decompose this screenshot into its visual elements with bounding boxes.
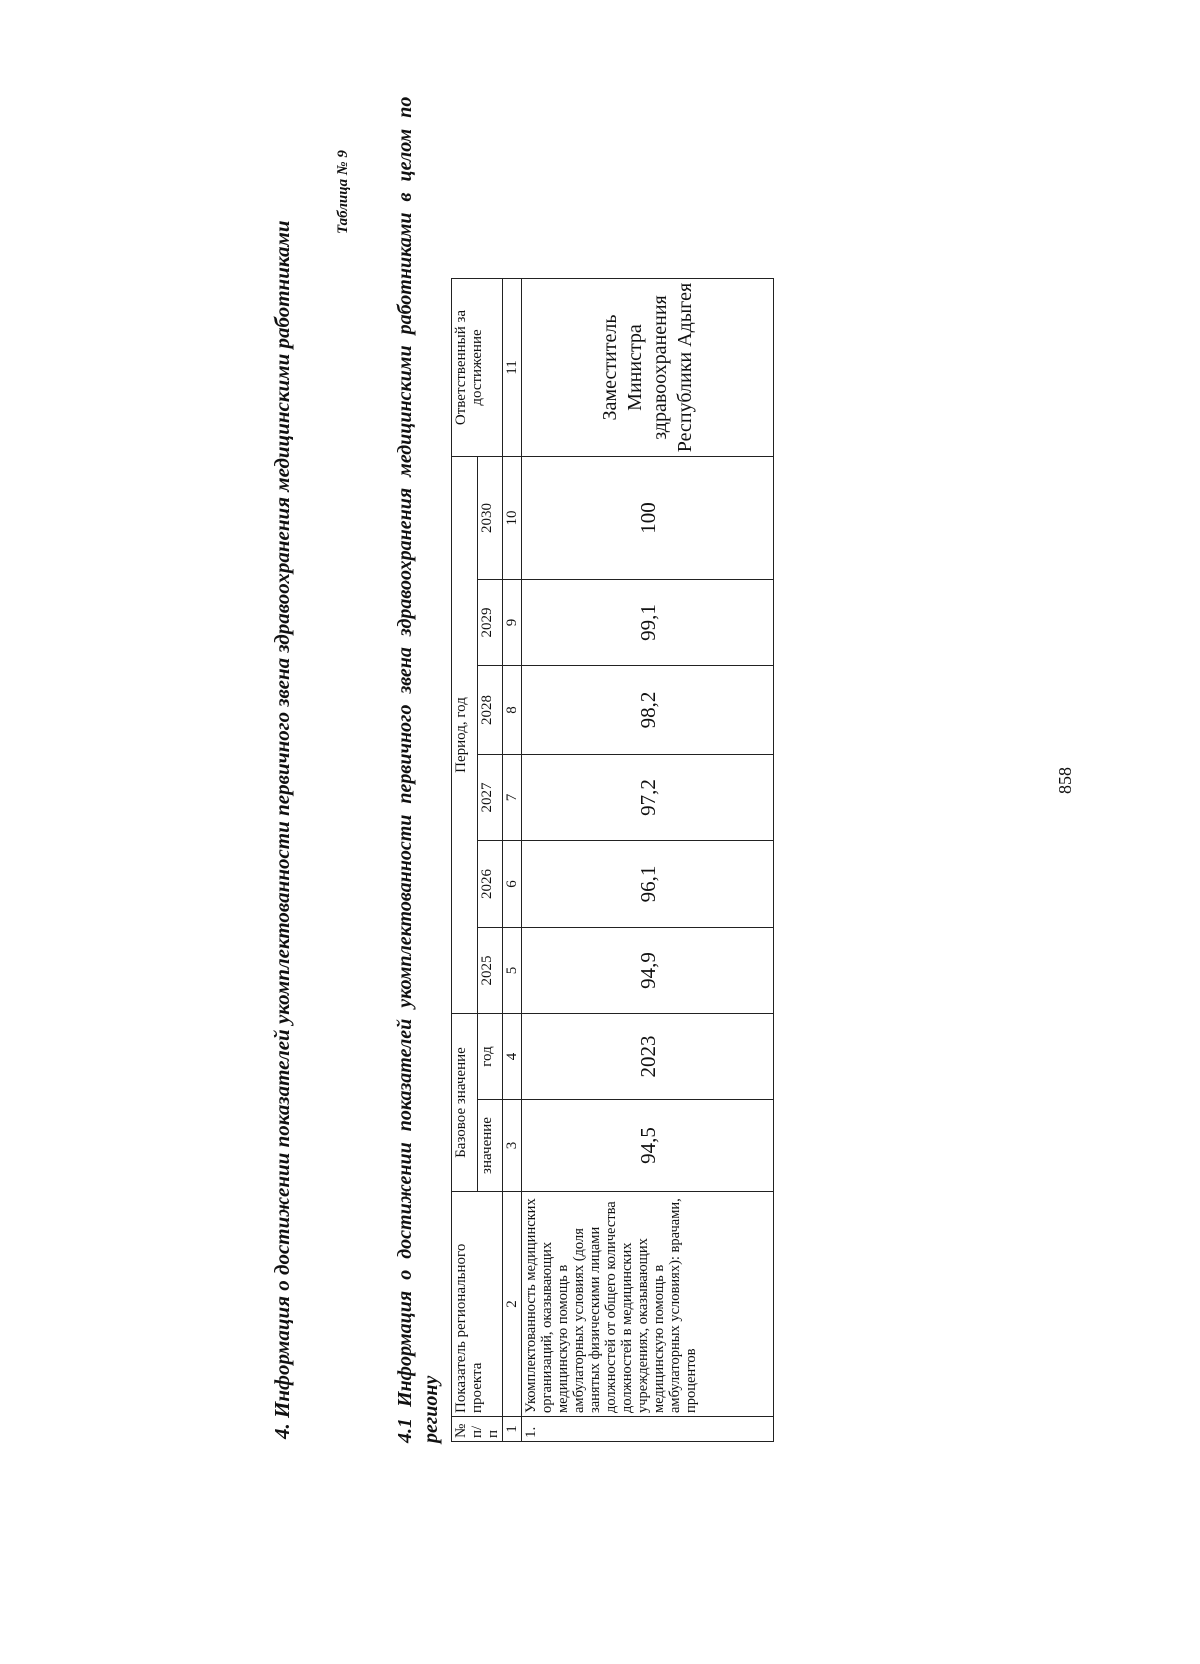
column-number: 8 — [503, 666, 522, 755]
section-heading: 4. Информация о достижении показателей укомплектованности первичного звена здравоохранения медицинскими работниками — [270, 220, 294, 1439]
column-number: 5 — [503, 928, 522, 1014]
column-number: 6 — [503, 841, 522, 928]
row-value-2030: 100 — [522, 457, 774, 580]
subsection-heading: 4.1 Информация о достижении показателей укомплектованности первичного звена здравоохранения медицинскими работниками в целом по региону — [394, 96, 442, 1443]
column-number: 10 — [503, 457, 522, 580]
column-number-row — [503, 279, 522, 1442]
row-value-2029: 99,1 — [522, 580, 774, 666]
column-number: 9 — [503, 580, 522, 666]
row-responsible: Заместитель Министра здравоохранения Республики Адыгея — [522, 279, 774, 457]
header-year: 2030 — [477, 457, 503, 580]
header-row-1 — [452, 279, 478, 1442]
column-number: 3 — [503, 1100, 522, 1192]
column-number: 1 — [503, 1417, 522, 1442]
indicators-table — [451, 278, 774, 1442]
header-period: Период, год — [452, 457, 478, 1014]
row-indicator: Укомплектованность медицинских организаций, оказывающих медицинскую помощь в амбулаторных условиях (доля занятых физическими лицами должностей от общего количества должностей в медицинских учреждениях, оказывающих медицинскую помощь в амбулаторных условиях): врачами, процентов — [522, 1192, 774, 1417]
column-number: 11 — [503, 279, 522, 457]
header-base-year: год — [477, 1014, 503, 1100]
header-year: 2027 — [477, 755, 503, 841]
row-value-2026: 96,1 — [522, 841, 774, 928]
header-responsible: Ответственный за достижение — [452, 279, 503, 457]
row-value-2025: 94,9 — [522, 928, 774, 1014]
row-value-2027: 97,2 — [522, 755, 774, 841]
header-year: 2029 — [477, 580, 503, 666]
header-base: Базовое значение — [452, 1014, 478, 1192]
page-number: 858 — [1055, 767, 1075, 794]
header-year: 2025 — [477, 928, 503, 1014]
row-num: 1. — [522, 1417, 774, 1442]
header-indicator: Показатель регионального проекта — [452, 1192, 503, 1417]
row-base-value: 94,5 — [522, 1100, 774, 1192]
header-year: 2026 — [477, 841, 503, 928]
header-num: № п/п — [452, 1417, 503, 1442]
column-number: 2 — [503, 1192, 522, 1417]
row-base-year: 2023 — [522, 1014, 774, 1100]
header-base-value: значение — [477, 1100, 503, 1192]
header-year: 2028 — [477, 666, 503, 755]
row-value-2028: 98,2 — [522, 666, 774, 755]
column-number: 4 — [503, 1014, 522, 1100]
column-number: 7 — [503, 755, 522, 841]
table-number-label: Таблица № 9 — [335, 150, 351, 234]
table-row — [522, 279, 774, 1442]
